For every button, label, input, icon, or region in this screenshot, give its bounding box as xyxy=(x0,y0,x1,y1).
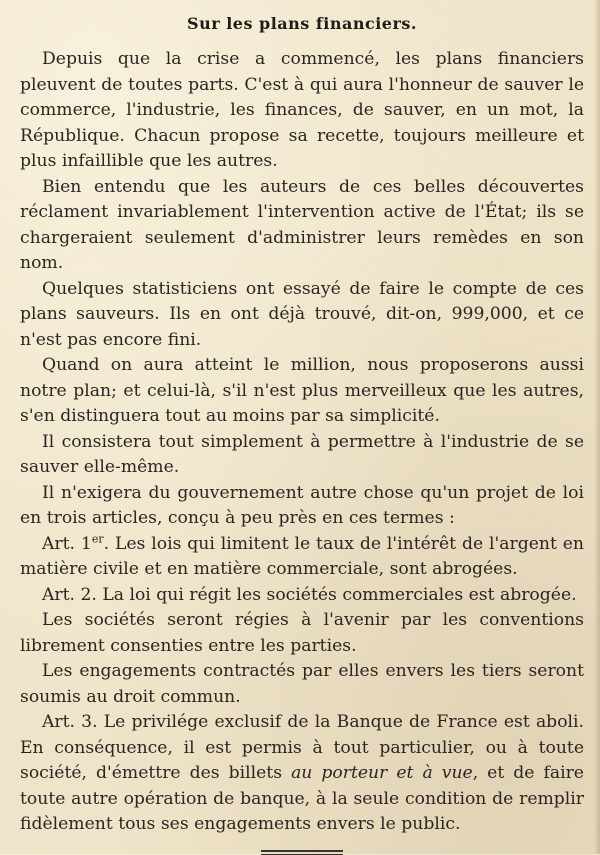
article-3 xyxy=(20,710,584,838)
paragraph-statisticians: Quelques statisticiens ont essayé de faire le compte de ces plans sauveurs. Ils en ont déjà trouvé, dit-on, 999,000, et ce n'est pas encore fini. xyxy=(20,278,584,350)
article-3-emphasis: au porteur et à vue xyxy=(291,763,473,783)
page-edge-shadow xyxy=(594,0,600,854)
article-1-text: . Les lois qui limitent le taux de l'intérêt de l'argent en matière civile et en matière commerciale, sont abrogées. xyxy=(20,533,584,579)
paragraph-societies: Les sociétés seront régies à l'avenir par les conventions librement consenties entre les parties. xyxy=(20,610,584,656)
article-1 xyxy=(20,532,584,583)
paragraph-industry: Il consistera tout simplement à permettre à l'industrie de se sauver elle-même. xyxy=(20,431,584,477)
end-rule xyxy=(261,850,343,852)
paragraph-crisis: Depuis que la crise a commencé, les plans financiers pleuvent de toutes parts. C'est à qui aura l'honneur de sauver le commerce, l'industrie, les finances, de sauver, en un mot, la République. Chacun propose sa recette, toujours meilleure et plus infaillible que les autres. xyxy=(20,49,584,171)
article-3-outro: , et de faire toute autre opération de banque, à la seule condition de remplir fidèlement tous ses engagements envers le public. xyxy=(20,763,584,834)
paragraph-government: Il n'exigera du gouvernement autre chose qu'un projet de loi en trois articles, conçu à peu près en ces termes : xyxy=(20,482,584,528)
article-1-label: Art. 1 xyxy=(42,533,92,554)
article-body xyxy=(20,47,584,838)
article-2: Art. 2. La loi qui régit les sociétés commerciales est abrogée. xyxy=(42,584,577,605)
article-1-superscript: er xyxy=(91,531,104,545)
article-title: Sur les plans financiers. xyxy=(187,14,417,33)
article-3-intro: Art. 3. Le privilége exclusif de la Banque de France est aboli. En conséquence, il est permis à tout particulier, ou à toute société, d'émettre des billets xyxy=(20,712,584,783)
paragraph-million: Quand on aura atteint le million, nous proposerons aussi notre plan; et celui-là, s'il n'est plus merveilleux que les autres, s'en distinguera tout au moins par sa simplicité. xyxy=(20,355,584,426)
paragraph-authors: Bien entendu que les auteurs de ces belles découvertes réclament invariablement l'intervention active de l'État; ils se chargeraient seulement d'administrer leurs remèdes en son nom. xyxy=(20,176,584,273)
paragraph-engagements: Les engagements contractés par elles envers les tiers seront soumis au droit commun. xyxy=(20,661,584,707)
